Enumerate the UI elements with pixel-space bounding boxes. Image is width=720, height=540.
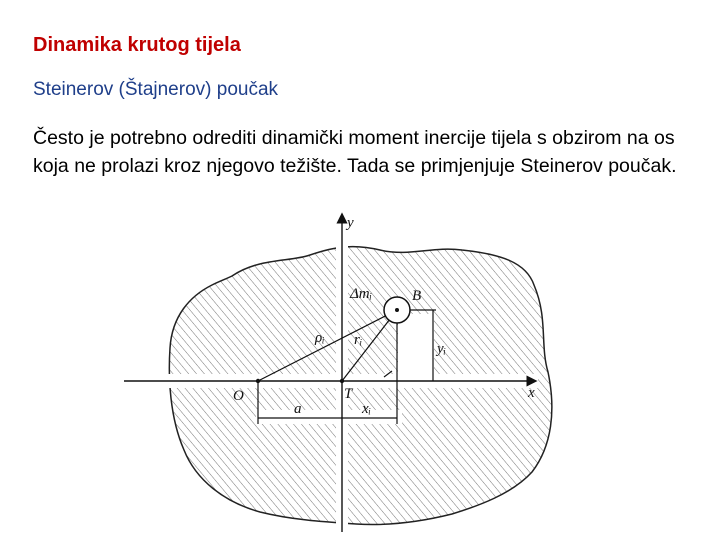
label-center: T [344,386,353,402]
dimension-clear [256,410,402,424]
label-y-axis: y [347,215,354,231]
yi-clear [398,314,434,376]
slide-subtitle: Steinerov (Štajnerov) poučak [33,79,279,100]
label-point-b: B [412,288,422,304]
label-xi: xᵢ [362,401,372,417]
label-r: rᵢ [354,332,363,348]
label-x-axis: x [528,385,535,401]
point-b-dot [395,308,399,312]
intro-paragraph: Često je potrebno odrediti dinamički moment inercije tijela s obzirom na os koja ne prolazi kroz njegovo težište. Tada se primjenjuje Steinerov poučak. [33,127,677,177]
label-yi: yᵢ [437,341,447,357]
label-origin: O [233,388,244,404]
label-mass-element: Δmᵢ [350,286,373,302]
point-o-dot [256,379,260,383]
label-rho: ρᵢ [315,330,325,346]
slide-title: Dinamika krutog tijela [33,34,241,56]
label-distance-a: a [294,401,302,417]
point-t-dot [340,379,344,383]
